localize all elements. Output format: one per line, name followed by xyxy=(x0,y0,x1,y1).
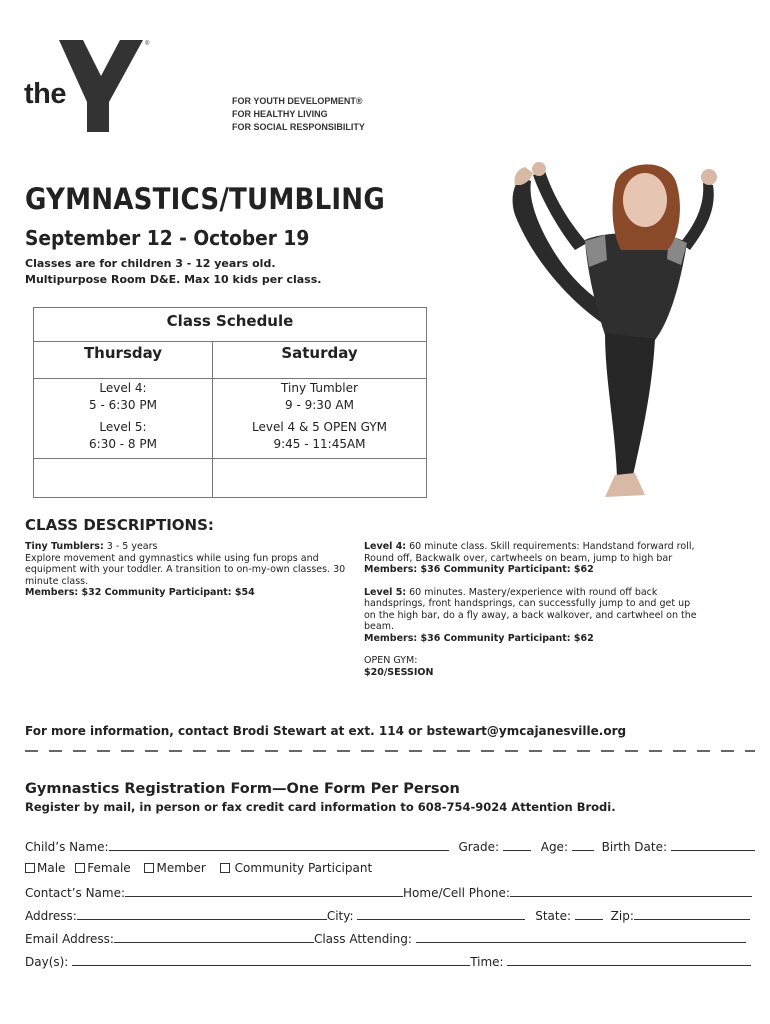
logo-ymca-text: YMCA xyxy=(120,101,141,127)
descriptions-column-left xyxy=(25,541,350,610)
logo-registered-mark: ® xyxy=(145,41,150,47)
contact-name-label: Contact’s Name: xyxy=(25,886,126,900)
class-attending-field[interactable] xyxy=(416,930,746,943)
page-title: GYMNASTICS/TUMBLING xyxy=(25,182,385,216)
intro-text xyxy=(25,256,321,288)
open-gym-price: $20/SESSION xyxy=(364,666,434,678)
contact-info: For more information, contact Brodi Stewart at ext. 114 or bstewart@ymcajanesville.org xyxy=(25,724,627,738)
logo-tagline xyxy=(232,95,365,134)
state-field[interactable] xyxy=(575,907,603,920)
zip-label: Zip: xyxy=(610,909,634,923)
address-field[interactable] xyxy=(77,907,327,920)
tiny-label: Tiny Tumblers: xyxy=(25,541,104,552)
child-name-field[interactable] xyxy=(109,838,449,851)
male-label: Male xyxy=(37,861,66,875)
days-field[interactable] xyxy=(72,953,470,966)
male-checkbox[interactable] xyxy=(25,863,35,873)
schedule-day-thursday: Thursday xyxy=(83,344,163,362)
form-row-child xyxy=(25,838,755,854)
female-checkbox[interactable] xyxy=(75,863,85,873)
age-label: Age: xyxy=(540,840,568,854)
time-field[interactable] xyxy=(507,953,751,966)
schedule-row-divider xyxy=(34,378,426,379)
schedule-cell xyxy=(213,380,426,414)
address-label: Address: xyxy=(25,909,77,923)
tiny-price: Members: $32 Community Participant: $54 xyxy=(25,587,255,598)
schedule-cell xyxy=(34,419,212,453)
zip-field[interactable] xyxy=(634,907,750,920)
age-field[interactable] xyxy=(572,838,594,851)
class-schedule-table xyxy=(33,307,427,498)
birth-date-field[interactable] xyxy=(671,838,755,851)
level4-text: 60 minute class. Skill requirements: Handstand forward roll, Round off, Backwalk over, cartwheels on beam, jump to high bar xyxy=(364,541,695,564)
tagline-line-2: FOR HEALTHY LIVING xyxy=(232,109,328,119)
open-gym-label: OPEN GYM: xyxy=(364,655,418,666)
form-row-address xyxy=(25,907,750,923)
session-dates: September 12 - October 19 xyxy=(25,226,310,250)
gymnast-photo xyxy=(455,155,755,505)
cell-line: 5 - 6:30 PM xyxy=(89,398,157,412)
form-row-options xyxy=(25,861,372,875)
registration-form-subtitle: Register by mail, in person or fax credit card information to 608-754-9024 Attention Brodi. xyxy=(25,800,616,814)
schedule-heading: Class Schedule xyxy=(34,308,426,342)
form-row-contact xyxy=(25,884,752,900)
level5-text: 60 minutes. Mastery/experience with round off back handsprings, front handsprings, can successfully jump to and get up on the high bar, do a fly away, a back walkover, and cartwheel on the beam. xyxy=(364,586,697,632)
tagline-line-1: FOR YOUTH DEVELOPMENT® xyxy=(232,96,363,106)
class-attending-label: Class Attending: xyxy=(313,932,412,946)
form-row-email xyxy=(25,930,746,946)
cut-line xyxy=(25,749,755,753)
phone-label: Home/Cell Phone: xyxy=(403,886,510,900)
registration-form-title: Gymnastics Registration Form—One Form Per Person xyxy=(25,781,460,797)
cell-line: 6:30 - 8 PM xyxy=(89,437,157,451)
tagline-line-3: FOR SOCIAL RESPONSIBILITY xyxy=(232,122,365,132)
email-label: Email Address: xyxy=(25,932,114,946)
form-row-days xyxy=(25,953,751,969)
city-label: City: xyxy=(326,909,354,923)
member-checkbox[interactable] xyxy=(144,863,154,873)
child-name-label: Child’s Name: xyxy=(25,840,109,854)
grade-label: Grade: xyxy=(458,840,500,854)
member-label: Member xyxy=(156,861,206,875)
tiny-text: Explore movement and gymnastics while using fun props and equipment with your toddler. A transition to on-my-own classes. 30 minute class. xyxy=(25,552,346,587)
community-participant-label: Community Participant xyxy=(234,861,373,875)
intro-line-1: Classes are for children 3 - 12 years old. xyxy=(25,257,276,270)
cell-line: Level 5: xyxy=(99,420,147,434)
level5-label: Level 5: xyxy=(364,586,407,598)
days-label: Day(s): xyxy=(25,955,69,969)
descriptions-column-right xyxy=(364,541,704,689)
time-label: Time: xyxy=(470,955,504,969)
open-gym-description xyxy=(364,655,704,678)
tiny-tumblers-description xyxy=(25,541,350,599)
email-field[interactable] xyxy=(114,930,314,943)
city-field[interactable] xyxy=(357,907,525,920)
cell-line: Tiny Tumbler xyxy=(281,381,358,395)
phone-field[interactable] xyxy=(510,884,752,897)
schedule-cell xyxy=(213,419,426,453)
state-label: State: xyxy=(535,909,572,923)
tiny-ages: 3 - 5 years xyxy=(103,541,158,552)
female-label: Female xyxy=(87,861,131,875)
level5-price: Members: $36 Community Participant: $62 xyxy=(364,632,594,644)
cell-line: 9 - 9:30 AM xyxy=(285,398,354,412)
schedule-day-saturday: Saturday xyxy=(281,344,358,362)
community-participant-checkbox[interactable] xyxy=(220,863,230,873)
cell-line: 9:45 - 11:45AM xyxy=(273,437,366,451)
contact-name-field[interactable] xyxy=(125,884,403,897)
logo-the-text: the xyxy=(24,78,66,110)
cell-line: Level 4 & 5 OPEN GYM xyxy=(252,420,387,434)
level-5-description xyxy=(364,587,704,645)
level-4-description xyxy=(364,541,704,576)
class-descriptions-heading: CLASS DESCRIPTIONS: xyxy=(25,516,214,534)
level4-label: Level 4: xyxy=(364,541,407,552)
schedule-cell xyxy=(34,380,212,414)
level4-price: Members: $36 Community Participant: $62 xyxy=(364,564,594,575)
birth-date-label: Birth Date: xyxy=(601,840,668,854)
schedule-row-divider xyxy=(34,458,426,459)
grade-field[interactable] xyxy=(503,838,531,851)
intro-line-2: Multipurpose Room D&E. Max 10 kids per class. xyxy=(25,273,322,286)
cell-line: Level 4: xyxy=(99,381,147,395)
